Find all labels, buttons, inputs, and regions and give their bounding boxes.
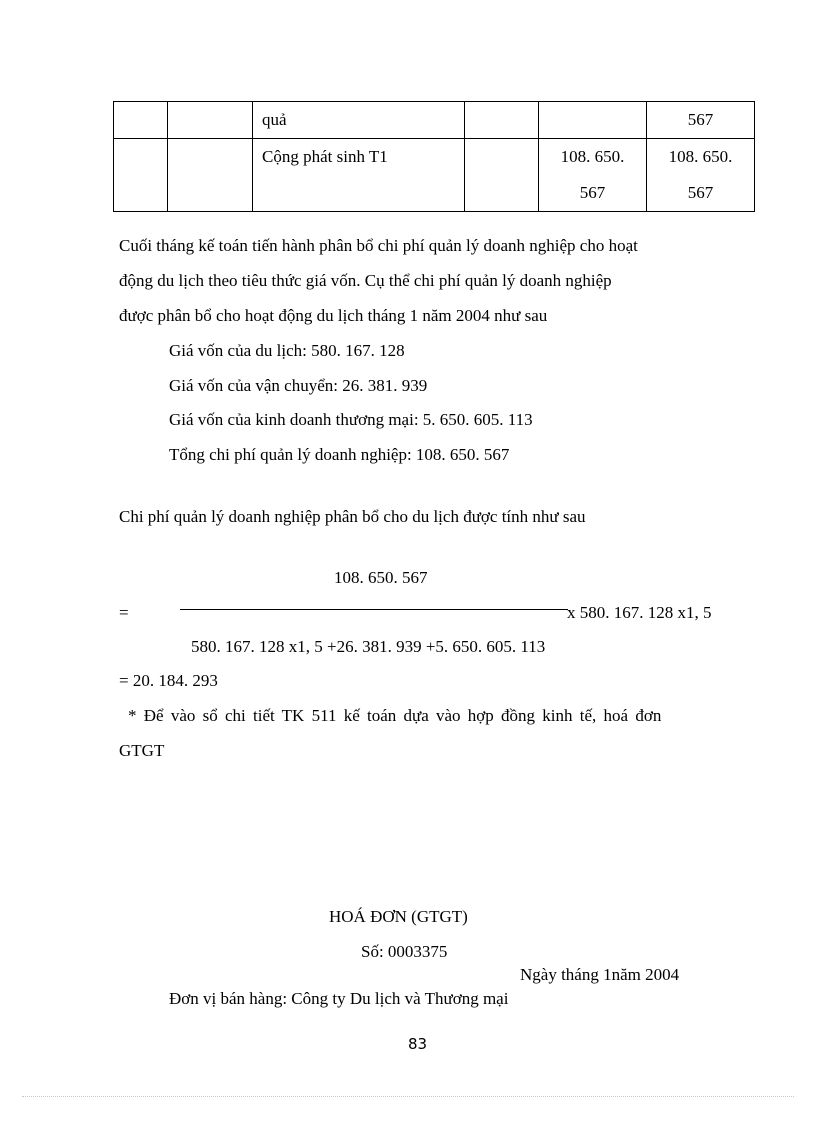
table-cell: 108. 650. 567 — [539, 139, 647, 212]
invoice-number: Số: 0003375 — [361, 942, 448, 961]
cost-item-thuong-mai: Giá vốn của kinh doanh thương mại: 5. 650. 605. 113 — [169, 410, 533, 429]
table-cell — [114, 139, 168, 212]
formula-numerator: 108. 650. 567 — [334, 568, 428, 587]
cost-item-du-lich: Giá vốn của du lịch: 580. 167. 128 — [169, 341, 405, 360]
table-cell: quả — [253, 102, 465, 139]
table-row — [114, 139, 755, 212]
invoice-seller: Đơn vị bán hàng: Công ty Du lịch và Thương mại — [169, 989, 509, 1008]
page-bottom-rule — [22, 1096, 794, 1097]
paragraph-line: được phân bổ cho hoạt động du lịch tháng 1 năm 2004 như sau — [119, 306, 548, 325]
note-line: * Để vào sổ chi tiết TK 511 kế toán dựa vào hợp đồng kinh tế, hoá đơn — [128, 706, 662, 725]
formula-result: = 20. 184. 293 — [119, 671, 218, 690]
cost-item-van-chuyen: Giá vốn của vận chuyển: 26. 381. 939 — [169, 376, 428, 395]
formula-multiplier: x 580. 167. 128 x1, 5 — [567, 603, 712, 622]
table-cell — [465, 102, 539, 139]
formula-equals: = — [119, 603, 129, 622]
fraction-line — [180, 609, 568, 610]
table-cell — [168, 102, 253, 139]
formula-denominator: 580. 167. 128 x1, 5 +26. 381. 939 +5. 650. 605. 113 — [191, 637, 546, 656]
table-cell — [114, 102, 168, 139]
note-line: GTGT — [119, 741, 165, 760]
ledger-table — [113, 101, 755, 212]
table-row — [114, 102, 755, 139]
table-cell — [465, 139, 539, 212]
invoice-date: Ngày tháng 1năm 2004 — [520, 965, 680, 984]
table-cell — [168, 139, 253, 212]
paragraph-line: động du lịch theo tiêu thức giá vốn. Cụ thể chi phí quản lý doanh nghiệp — [119, 271, 612, 290]
paragraph-line: Cuối tháng kế toán tiến hành phân bổ chi phí quản lý doanh nghiệp cho hoạt — [119, 236, 638, 255]
page-number: 83 — [408, 1035, 428, 1053]
table-cell: Cộng phát sinh T1 — [253, 139, 465, 212]
table-cell — [539, 102, 647, 139]
total-cost: Tổng chi phí quản lý doanh nghiệp: 108. 650. 567 — [169, 445, 510, 464]
invoice-title: HOÁ ĐƠN (GTGT) — [329, 907, 468, 926]
table-cell: 567 — [647, 102, 755, 139]
paragraph-line: Chi phí quản lý doanh nghiệp phân bổ cho du lịch được tính như sau — [119, 507, 586, 526]
table-cell: 108. 650. 567 — [647, 139, 755, 212]
